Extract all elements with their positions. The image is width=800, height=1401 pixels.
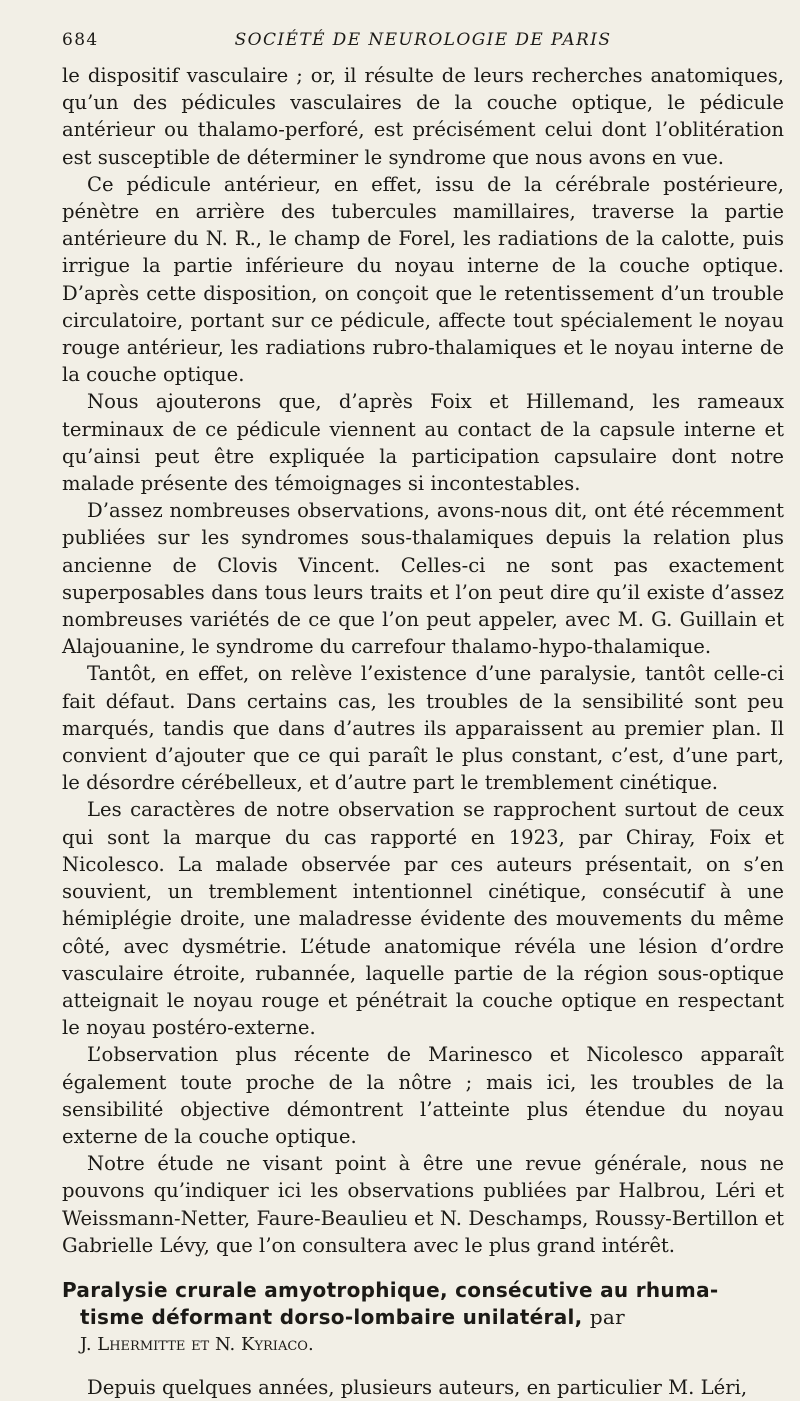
article-title (62, 1277, 784, 1331)
running-title: SOCIÉTÉ DE NEUROLOGIE DE PARIS (234, 30, 612, 50)
body-text (62, 62, 784, 1259)
paragraph-5: Tantôt, en effet, on relève l’existence d’une paralysie, tantôt celle-ci fait défaut. Dans certains cas, les troubles de la sensibilité sont peu marqués, tandis que dans d’autres ils apparaissent au premier plan. Il convient d’ajouter que ce qui paraît le plus constant, c’est, d’une part, le désordre cérébelleux, et d’autre part le tremblement cinétique. (62, 662, 784, 795)
page-header (62, 30, 784, 62)
article-title-line-1: Paralysie crurale amyotrophique, consécutive au rhuma- (62, 1277, 719, 1302)
article-title-line-2 (62, 1304, 784, 1331)
paragraph-4: D’assez nombreuses observations, avons-nous dit, ont été récemment publiées sur les syndromes sous-thalamiques depuis la relation plus ancienne de Clovis Vincent. Celles-ci ne sont pas exactement superposables dans tous leurs traits et l’on peut dire qu’il existe d’assez nombreuses variétés de ce que l’on peut appeler, avec M. G. Guillain et Alajouanine, le syndrome du carrefour thalamo-hypo-thalamique. (62, 499, 784, 659)
page-number: 684 (62, 30, 99, 50)
article-title-par: par (589, 1304, 626, 1329)
paragraph-7: L’observation plus récente de Marinesco et Nicolesco apparaît également toute proche de la nôtre ; mais ici, les troubles de la sensibilité objective démontrent l’atteinte plus étendue du noyau externe de la couche optique. (62, 1043, 784, 1148)
article-first-line: Depuis quelques années, plusieurs auteurs, en particulier M. Léri, (87, 1375, 748, 1399)
paragraph-8: Notre étude ne visant point à être une revue générale, nous ne pouvons qu’indiquer ici les observations publiées par Halbrou, Léri et Weissmann-Netter, Faure-Beaulieu et N. Deschamps, Roussy-Bertillon et Gabrielle Lévy, que l’on consultera avec le plus grand intérêt. (62, 1152, 784, 1257)
paragraph-3: Nous ajouterons que, d’après Foix et Hillemand, les rameaux terminaux de ce pédicule viennent au contact de la capsule interne et qu’ainsi peut être expliquée la participation capsulaire dont notre malade présente des témoignages si incontestables. (62, 390, 784, 496)
page (62, 30, 784, 1401)
article-title-line-2-text: tisme déformant dorso-lombaire unilatéral, (80, 1304, 583, 1329)
paragraph-2: Ce pédicule antérieur, en effet, issu de la cérébrale postérieure, pénètre en arrière des tubercules mamillaires, traverse la partie antérieure du N. R., le champ de Forel, les radiations de la calotte, puis irrigue la partie inférieure du noyau interne de la couche optique. D’après cette disposition, on conçoit que le retentissement d’un trouble circulatoire, portant sur ce pédicule, affecte tout spécialement le noyau rouge antérieur, les radiations rubro-thalamiques et le noyau interne de la couche optique. (62, 172, 784, 387)
paragraph-1: le dispositif vasculaire ; or, il résulte de leurs recherches anatomiques, qu’un des pédicules vasculaires de la couche optique, le pédicule antérieur ou thalamo-perforé, est précisément celui dont l’oblitération est susceptible de déterminer le syndrome que nous avons en vue. (62, 64, 784, 169)
paragraph-6: Les caractères de notre observation se rapprochent surtout de ceux qui sont la marque du cas rapporté en 1923, par Chiray, Foix et Nicolesco. La malade observée par ces auteurs présentait, on s’en souvient, un tremblement intentionnel cinétique, consécutif à une hémiplégie droite, une maladresse évidente des mouvements du même côté, avec dysmétrie. L’étude anatomique révéla une lésion d’ordre vasculaire étroite, rubannée, laquelle partie de la région sous-optique atteignait le noyau rouge et pénétrait la couche optique en respectant le noyau postéro-externe. (62, 798, 784, 1040)
article-authors: J. Lhermitte et N. Kyriaco. (80, 1333, 314, 1355)
